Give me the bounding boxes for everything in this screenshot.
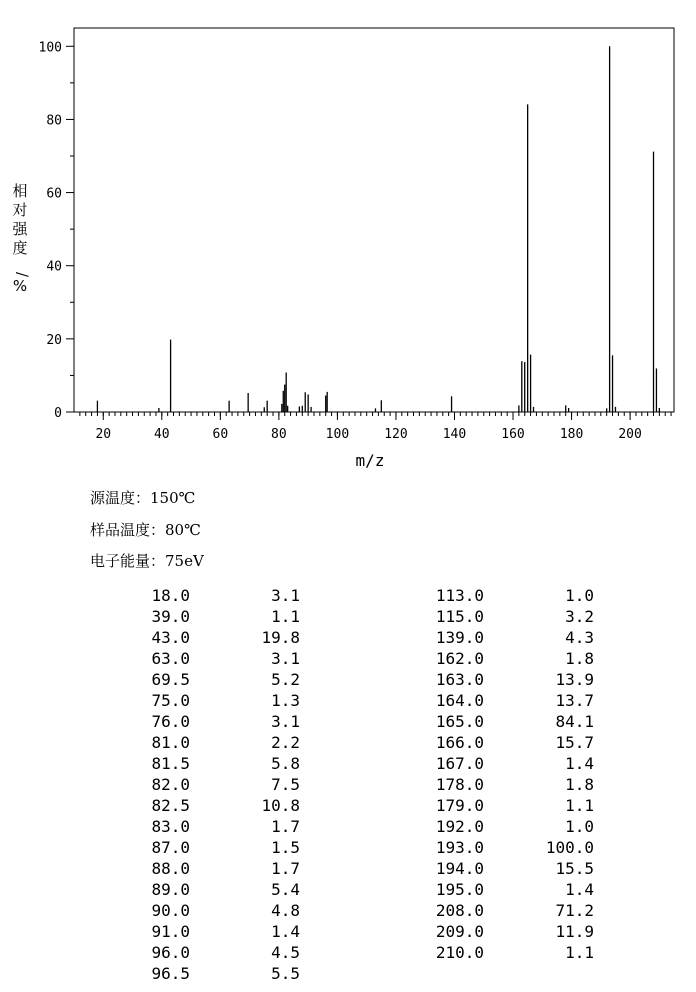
peak-table-row: [374, 606, 594, 627]
peak-intensity-value: 1.4: [271, 922, 300, 941]
y-axis-label: 相对强度/ %: [12, 182, 32, 295]
peak-table-row: [80, 753, 300, 774]
electron-energy: 电子能量：75eV: [90, 552, 204, 570]
peak-intensity-value: 4.5: [271, 943, 300, 962]
peak-table-row: [374, 753, 594, 774]
x-tick-label: 80: [271, 427, 287, 442]
peak-table-row: [80, 606, 300, 627]
y-tick-label: 40: [46, 259, 62, 275]
peak-intensity-value: 15.7: [555, 733, 594, 752]
peak-mz-value: 163.0: [435, 670, 484, 689]
peak-mz-value: 81.0: [151, 733, 190, 752]
peak-intensity-value: 19.8: [261, 628, 300, 647]
peak-mz-value: 96.0: [151, 943, 190, 962]
peak-intensity-value: 1.4: [565, 754, 594, 773]
peak-table-row: [374, 879, 594, 900]
mass-spectrum-chart: [0, 0, 696, 480]
peak-table-row: [80, 858, 300, 879]
peak-table-row: [80, 711, 300, 732]
peak-table-row: [374, 858, 594, 879]
peak-intensity-value: 1.8: [565, 649, 594, 668]
peak-mz-value: 90.0: [151, 901, 190, 920]
peak-mz-value: 113.0: [435, 586, 484, 605]
peak-mz-value: 192.0: [435, 817, 484, 836]
sample-temperature: 样品温度：80℃: [90, 521, 201, 539]
y-tick-label: 0: [54, 406, 62, 421]
peak-mz-value: 193.0: [435, 838, 484, 857]
peak-table-row: [374, 732, 594, 753]
peak-mz-value: 69.5: [151, 670, 190, 689]
peak-intensity-value: 2.2: [271, 733, 300, 752]
peak-table-row: [374, 900, 594, 921]
peak-table-left: [80, 585, 300, 984]
peak-mz-value: 166.0: [435, 733, 484, 752]
peak-table-row: [80, 732, 300, 753]
source-temperature: 源温度：150℃: [90, 489, 196, 507]
peak-intensity-value: 4.8: [271, 901, 300, 920]
peak-mz-value: 87.0: [151, 838, 190, 857]
peak-mz-value: 164.0: [435, 691, 484, 710]
peak-mz-value: 165.0: [435, 712, 484, 731]
peak-intensity-value: 5.2: [271, 670, 300, 689]
peak-table-row: [80, 627, 300, 648]
x-tick-label: 200: [618, 427, 642, 442]
peak-table-row: [374, 627, 594, 648]
peak-intensity-value: 84.1: [555, 712, 594, 731]
peak-mz-value: 82.5: [151, 796, 190, 815]
peak-table-row: [374, 921, 594, 942]
x-tick-label: 160: [501, 427, 525, 442]
peak-intensity-value: 5.4: [271, 880, 300, 899]
peak-table-row: [80, 900, 300, 921]
peak-table-row: [374, 711, 594, 732]
peak-mz-value: 81.5: [151, 754, 190, 773]
peak-table-right: [374, 585, 594, 963]
peak-mz-value: 39.0: [151, 607, 190, 626]
peak-intensity-value: 3.1: [271, 649, 300, 668]
peak-mz-value: 194.0: [435, 859, 484, 878]
peak-table-row: [80, 690, 300, 711]
peak-intensity-value: 1.0: [565, 817, 594, 836]
peak-mz-value: 91.0: [151, 922, 190, 941]
peak-table-row: [80, 795, 300, 816]
peak-mz-value: 76.0: [151, 712, 190, 731]
peak-intensity-value: 3.1: [271, 586, 300, 605]
peak-table-row: [374, 795, 594, 816]
x-axis-label: m/z: [355, 451, 385, 470]
conditions-sample: [90, 519, 201, 540]
peak-intensity-value: 4.3: [565, 628, 594, 647]
peak-intensity-value: 1.3: [271, 691, 300, 710]
peak-table-row: [374, 669, 594, 690]
peak-table-row: [80, 816, 300, 837]
peak-intensity-value: 71.2: [555, 901, 594, 920]
peak-table-row: [374, 837, 594, 858]
peak-table-row: [80, 942, 300, 963]
x-tick-label: 60: [212, 427, 229, 442]
peak-intensity-value: 1.0: [565, 586, 594, 605]
peak-mz-value: 178.0: [435, 775, 484, 794]
peak-table-row: [80, 837, 300, 858]
peak-intensity-value: 13.9: [555, 670, 594, 689]
peak-table-row: [374, 585, 594, 606]
peak-table-row: [80, 774, 300, 795]
peak-mz-value: 139.0: [435, 628, 484, 647]
peak-table-row: [80, 879, 300, 900]
peak-table-row: [374, 648, 594, 669]
peak-mz-value: 195.0: [435, 880, 484, 899]
peak-intensity-value: 11.9: [555, 922, 594, 941]
peak-table-row: [80, 669, 300, 690]
peak-intensity-value: 13.7: [555, 691, 594, 710]
peak-intensity-value: 1.1: [271, 607, 300, 626]
x-tick-label: 100: [325, 427, 350, 442]
peak-mz-value: 43.0: [151, 628, 190, 647]
x-tick-label: 40: [153, 427, 170, 442]
conditions-energy: [90, 550, 204, 571]
peak-intensity-value: 1.8: [565, 775, 594, 794]
peak-intensity-value: 100.0: [545, 838, 594, 857]
peak-mz-value: 162.0: [435, 649, 484, 668]
peak-intensity-value: 1.1: [565, 796, 594, 815]
y-tick-label: 20: [46, 332, 62, 348]
peak-intensity-value: 1.1: [565, 943, 594, 962]
peak-mz-value: 179.0: [435, 796, 484, 815]
peak-intensity-value: 1.7: [271, 817, 300, 836]
y-tick-label: 80: [46, 113, 62, 129]
peak-table-row: [374, 690, 594, 711]
peak-table-row: [80, 921, 300, 942]
peak-table-row: [80, 585, 300, 606]
plot-frame: [74, 28, 674, 412]
x-tick-label: 20: [95, 427, 112, 442]
peak-mz-value: 63.0: [151, 649, 190, 668]
peak-intensity-value: 10.8: [261, 796, 300, 815]
peak-mz-value: 82.0: [151, 775, 190, 794]
peak-mz-value: 75.0: [151, 691, 190, 710]
peak-table-row: [80, 963, 300, 984]
peak-intensity-value: 3.1: [271, 712, 300, 731]
y-tick-label: 60: [46, 186, 62, 202]
peak-intensity-value: 1.4: [565, 880, 594, 899]
peak-mz-value: 167.0: [435, 754, 484, 773]
x-tick-label: 120: [384, 427, 408, 442]
peak-intensity-value: 1.7: [271, 859, 300, 878]
peak-intensity-value: 5.5: [271, 964, 300, 983]
peak-mz-value: 208.0: [435, 901, 484, 920]
y-tick-label: 100: [38, 40, 62, 56]
peak-mz-value: 209.0: [435, 922, 484, 941]
peak-intensity-value: 15.5: [555, 859, 594, 878]
peak-intensity-value: 7.5: [271, 775, 300, 794]
conditions: [90, 487, 195, 508]
peak-mz-value: 210.0: [435, 943, 484, 962]
peak-mz-value: 115.0: [435, 607, 484, 626]
x-tick-label: 140: [442, 427, 467, 442]
peak-intensity-value: 3.2: [565, 607, 594, 626]
peak-mz-value: 89.0: [151, 880, 190, 899]
peak-mz-value: 96.5: [151, 964, 190, 983]
peak-mz-value: 18.0: [151, 586, 190, 605]
peak-table-row: [374, 816, 594, 837]
peak-mz-value: 83.0: [151, 817, 190, 836]
x-tick-label: 180: [559, 427, 584, 442]
peak-table-row: [374, 942, 594, 963]
peak-table-row: [80, 648, 300, 669]
peak-intensity-value: 1.5: [271, 838, 300, 857]
peak-intensity-value: 5.8: [271, 754, 300, 773]
peak-table-row: [374, 774, 594, 795]
peak-mz-value: 88.0: [151, 859, 190, 878]
